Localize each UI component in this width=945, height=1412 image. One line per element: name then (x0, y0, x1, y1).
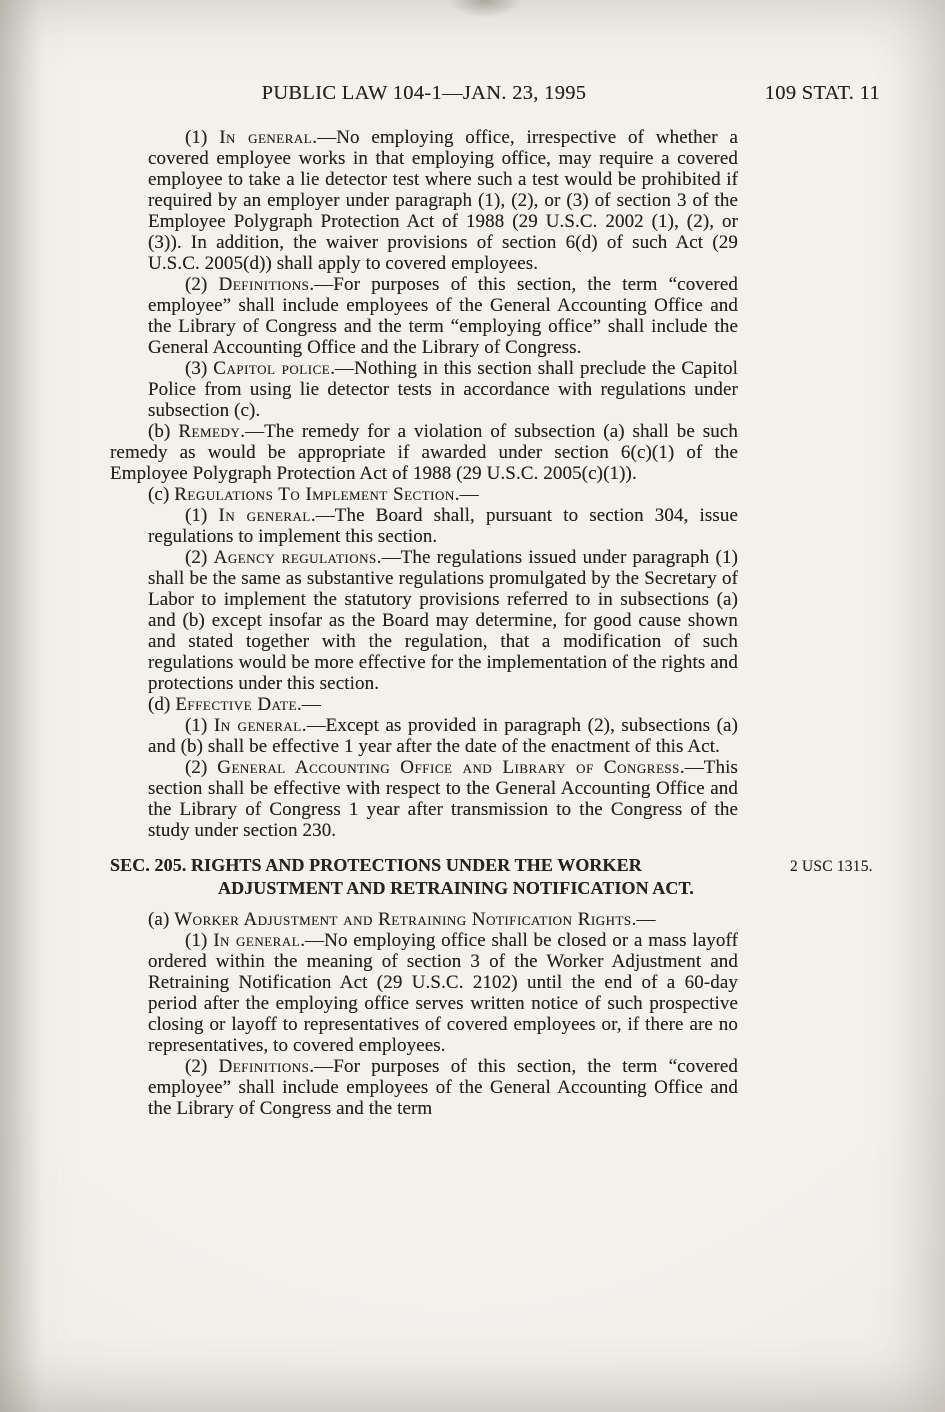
text-run: .—Nothing in this section shall preclude the Capitol Police from using lie detector tests in accordance with regulations under subsection (c). (148, 358, 739, 421)
statute-paragraph (110, 909, 738, 930)
smallcaps-label: General Accounting Office and Library of Congress (217, 757, 680, 778)
text-run: .—The Board shall, pursuant to section 304, issue regulations to implement this section. (148, 505, 739, 547)
text-run: .—For purposes of this section, the term “covered employee” shall include employees of the General Accounting Office and the Library of Congress and the term “employing office” shall include the General Accounting Office and the Library of Congress. (148, 274, 738, 358)
statute-paragraph (110, 694, 738, 715)
text-run: .— (631, 909, 656, 930)
smallcaps-label: Regulations To Implement Section (174, 484, 455, 505)
text-run: (a) (148, 909, 175, 930)
text-run: (2) (185, 757, 218, 778)
text-run: .—The regulations issued under paragraph (1) shall be the same as substantive regulations promulgated by the Secretary of Labor to implement the statutory provisions referred to in subsections (a) and (b) except insofar as the Board may determine, for good cause shown and stated together with the regulation, that a modification of such regulations would be more effective for the implementation of the rights and protections under this section. (148, 547, 738, 694)
text-run: .—Except as provided in paragraph (2), subsections (a) and (b) shall be effective 1 year after the date of the enactment of this Act. (148, 715, 739, 757)
section-heading-text: SEC. 205. RIGHTS AND PROTECTIONS UNDER THE WORKER ADJUSTMENT AND RETRAINING NOTIFICATION ACT. (110, 855, 694, 898)
running-header (110, 82, 880, 110)
document-body (110, 127, 873, 1119)
statute-paragraph (148, 274, 738, 358)
uscode-margin-note: 2 USC 1315. (790, 858, 873, 875)
text-run: (3) (185, 358, 214, 379)
text-run: .—No employing office, irrespective of whether a covered employee works in that employing office, may require a covered employee to take a lie detector test where such a test would be prohibited if required by an employer under paragraph (1), (2), or (3) of section 3 of the Employee Polygraph Protection Act of 1988 (29 U.S.C. 2002 (1), (2), or (3)). In addition, the waiver provisions of section 6(d) of such Act (29 U.S.C. 2005(d)) shall apply to covered employees. (148, 127, 738, 274)
statute-paragraph (148, 547, 738, 694)
text-run: .— (296, 694, 321, 715)
statute-paragraph (148, 1056, 738, 1119)
text-run: (d) (148, 694, 176, 715)
text-run: .— (454, 484, 479, 505)
statute-paragraph (148, 127, 738, 274)
smallcaps-label: Effective Date (175, 694, 297, 715)
smallcaps-label: In general (218, 505, 311, 526)
statute-paragraph (148, 930, 738, 1056)
text-run: (1) (185, 930, 214, 951)
text-run: .—The remedy for a violation of subsection (a) shall be such remedy as would be appropriate if awarded under section 6(c)(1) of the Employee Polygraph Protection Act of 1988 (29 U.S.C. 2005(c)(1)). (110, 421, 739, 484)
text-run: .—No employing office shall be closed or a mass layoff ordered within the meaning of section 3 of the Worker Adjustment and Retraining Notification Act (29 U.S.C. 2102) until the end of a 60-day period after the employing office serves written notice of such prospective closing or layoff to representatives of covered employees or, if there are no representatives, to covered employees. (148, 930, 738, 1056)
running-header-law-title: PUBLIC LAW 104-1—JAN. 23, 1995 (261, 82, 587, 104)
statute-paragraph (148, 757, 738, 841)
smallcaps-label: In general (213, 715, 302, 736)
text-run: .—For purposes of this section, the term “covered employee” shall include employees of the General Accounting Office and the Library of Congress and the term (148, 1056, 738, 1119)
smallcaps-label: Definitions (218, 1056, 310, 1077)
running-header-stat-page: 109 STAT. 11 (764, 82, 880, 104)
smallcaps-label: Agency regulations (213, 547, 377, 568)
statute-paragraph (148, 505, 738, 547)
scan-edge-shading (0, 0, 42, 1412)
section-heading (110, 854, 873, 900)
text-run: (1) (185, 715, 214, 736)
statute-paragraph (110, 484, 738, 505)
smallcaps-label: Definitions (218, 274, 310, 295)
text-run: (2) (185, 547, 214, 568)
smallcaps-label: In general (213, 930, 301, 951)
text-run: (2) (185, 1056, 219, 1077)
statute-paragraph (148, 358, 738, 421)
statute-paragraph (148, 715, 738, 757)
text-run: (1) (185, 127, 220, 148)
smallcaps-label: Remedy (178, 421, 241, 442)
text-run: .—This section shall be effective with respect to the General Accounting Office and the Library of Congress 1 year after transmission to the Congress of the study under section 230. (148, 757, 738, 841)
smallcaps-label: Worker Adjustment and Retraining Notification Rights (174, 909, 632, 930)
text-run: (2) (185, 274, 219, 295)
smallcaps-label: In general (219, 127, 313, 148)
statute-paragraph (110, 421, 738, 484)
smallcaps-label: Capitol police (213, 358, 331, 379)
scan-artifact-smudge (448, 0, 522, 18)
text-run: (b) (148, 421, 179, 442)
text-run: (c) (148, 484, 175, 505)
text-run: (1) (185, 505, 219, 526)
